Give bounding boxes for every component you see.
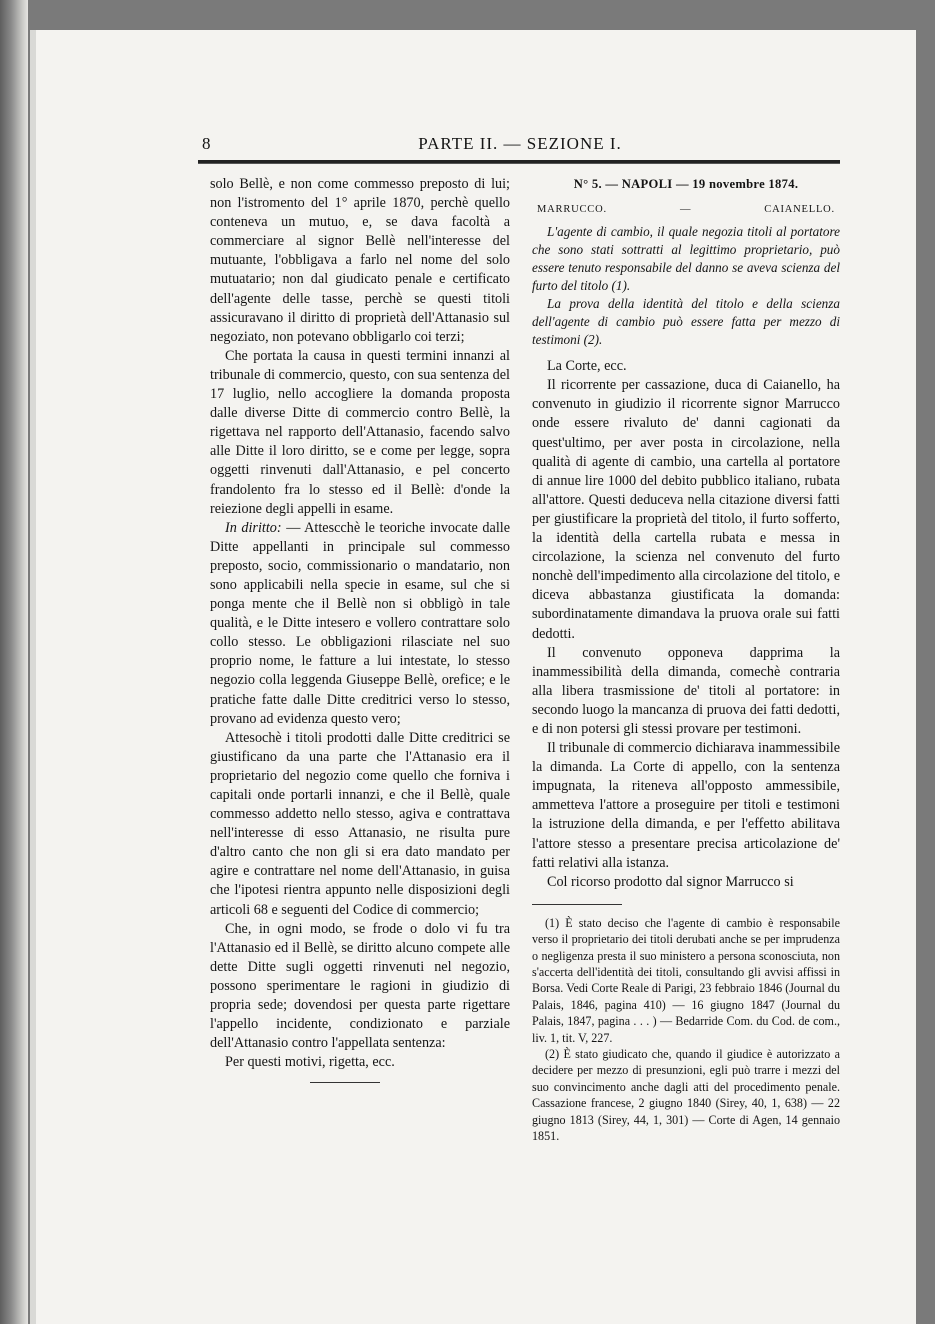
party-right: CAIANELLO.	[764, 204, 835, 216]
left-column	[210, 175, 510, 1083]
page-number: 8	[202, 134, 211, 153]
maxim: L'agente di cambio, il quale negozia titoli al portatore che sono stati sottratti al legittimo proprietario, può essere tenuto responsabile del danno se aveva scienza del furto del titolo (1).	[532, 224, 840, 294]
right-column	[532, 175, 840, 1145]
paragraph: Attesochè i titoli prodotti dalle Ditte creditrici se giustificano da una parte che l'Attanasio era il proprietario del negozio come quello che forniva i capitali onde portarli innanzi, e che il Bellè, quale commesso addetto nello stesso, agiva e contrattava nell'interesse di esso Attanasio, ne risulta pure d'altro canto che non gli si era dato mandato per agire e contrattare nel nome dell'Attanasio, in guisa che l'ipotesi rientra appunto nelle disposizioni degli articoli 68 e seguenti del Codice di commercio;	[210, 729, 510, 918]
paragraph: La Corte, ecc.	[547, 358, 627, 375]
footnote: (1) È stato deciso che l'agente di cambio è responsabile verso il proprietario dei titoli derubati anche se per imprudenza o negligenza presta il suo ministero a persona sconosciuta, non s'accerta dell'identità dei titoli, consultando gli avvisi affissi in Borsa. Vedi Corte Reale di Parigi, 23 febbraio 1846 (Journal du Palais, 1846, pagina 410) — 16 giugno 1847 (Journal du Palais, 1847, pagina . . . ) — Bedarride Com. du Cod. de com., liv. 1, tit. V, 227.	[532, 915, 840, 1045]
paragraph: Che portata la causa in questi termini innanzi al tribunale di commercio, questo, con sua sentenza del 17 luglio, nello accogliere la domanda proposta dalle diverse Ditte di commercio contro Bellè, la rigettava nel rapporto dell'Attanasio, facendo salvo alle Ditte il loro diritto, se e come per legge, sopra oggetti rinvenuti dall'Attanasio, e pel concerto frandolento fra lo stesso ed il Bellè: d'onde la reiezione degli appelli in esame.	[210, 347, 510, 517]
case-parties	[532, 200, 840, 219]
section-title: PARTE II. — SEZIONE I.	[418, 134, 622, 153]
case-heading: N° 5. — NAPOLI — 19 novembre 1874.	[573, 177, 799, 191]
party-left: MARRUCCO.	[537, 204, 607, 216]
paragraph: Il ricorrente per cassazione, duca di Caianello, ha convenuto in giudizio il ricorrente signor Marrucco onde essere rivaluto de' danni cagionati da quest'ultimo, per aver posta in circolazione, nella qualità di agente di cambio, una cartella al portatore di annue lire 1000 del debito pubblico italiano, rubata all'attore. Questi deduceva nella citazione diversi fatti per giustificare la proprietà del titolo, il furto sofferto, la identità della cartella rubata e messa in circolazione, la scienza nel convenuto del furto nonchè dell'impedimento alla circolazione del titolo, e diceva abbastanza giustificata la domanda: subordinatamente dimandava la pruova orale sui fatti dedotti.	[532, 377, 840, 642]
closing-paragraph: Per questi motivi, rigetta, ecc.	[225, 1054, 395, 1071]
footnotes	[532, 915, 840, 1145]
footnote: (2) È stato giudicato che, quando il giudice è autorizzato a decidere per mezzo di presunzioni, egli può trarre i mezzi del suo convincimento anche dagli atti del procedimento penale. Cassazione francese, 2 giugno 1840 (Sirey, 40, 1, 638) — 22 giugno 1813 (Sirey, 44, 1, 301) — Corte di Agen, 14 gennaio 1851.	[532, 1047, 840, 1144]
end-rule	[310, 1082, 380, 1083]
diritto-lead: In diritto:	[225, 519, 282, 536]
footnote-rule	[532, 904, 622, 905]
paragraph: Il tribunale di commercio dichiarava inammessibile la dimanda. La Corte di appello, con la sentenza impugnata, la riteneva all'opposto ammessibile, ammetteva l'attore a proseguire per titoli e testimoni la istruzione della dimanda, e per l'effetto abilitava l'attore stesso a presentare precisa articolazione de' fatti relativi alla istanza.	[532, 740, 840, 871]
header-rule	[198, 160, 840, 164]
diritto-text: — Attescchè le teoriche invocate dalle Ditte appellanti in principale sul commesso preposto, socio, commissionario o mandatario, non sono applicabili nella specie in esame, sul che si ponga mente che il Bellè non si obbligò in tale qualità, e le Ditte intesero e vollero contrattare solo collo stesso. Le obbligazioni rilasciate nel suo proprio nome, le fatture a lui intestate, lo stesso negozio colla leggenda Giuseppe Bellè, orefice; e le pratiche fatte dalle Ditte creditrici verso lo stesso, provano ad evidenza questo vero;	[210, 519, 510, 727]
running-header	[200, 134, 840, 158]
maxim: La prova della identità del titolo e della scienza dell'agente di cambio può essere fatta per mezzo di testimoni (2).	[532, 296, 840, 348]
paragraph: Col ricorso prodotto dal signor Marrucco si	[547, 873, 794, 890]
paragraph: solo Bellè, e non come commesso preposto di lui; non l'istromento del 1° aprile 1870, perchè quello conteneva un mutuo, e, se dava facoltà a commerciare al signor Bellè nell'interesse del mutuante, l'obbligava a farlo nel nome del solo mutuatario; non dal giudicato penale e certificato dell'agente delle tasse, perchè se questi titoli assicuravano il diritto di proprietà dell'Attanasio sul negoziato, non potevano obbligarlo coi terzi;	[210, 176, 510, 345]
paragraph: Il convenuto opponeva dapprima la inammessibilità della dimanda, comechè contraria alla libera trasmissione de' titoli al portatore: in secondo luogo la mancanza di pruova dei fatti dedotti, e di non potersi gli stessi provare per testimoni.	[532, 644, 840, 737]
paragraph: Che, in ogni modo, se frode o dolo vi fu tra l'Attanasio ed il Bellè, se diritto alcuno compete alle dette Ditte sugli oggetti rinvenuti nel negozio, possono sperimentare le ragioni in giudizio di propria sede; dovendosi per questa parte rigettare l'appello incidente, condizionato e parziale dell'Attanasio contro l'appellata sentenza:	[210, 920, 510, 1052]
spacer	[532, 349, 840, 357]
party-separator: —	[679, 204, 692, 216]
diritto-paragraph	[210, 519, 510, 729]
